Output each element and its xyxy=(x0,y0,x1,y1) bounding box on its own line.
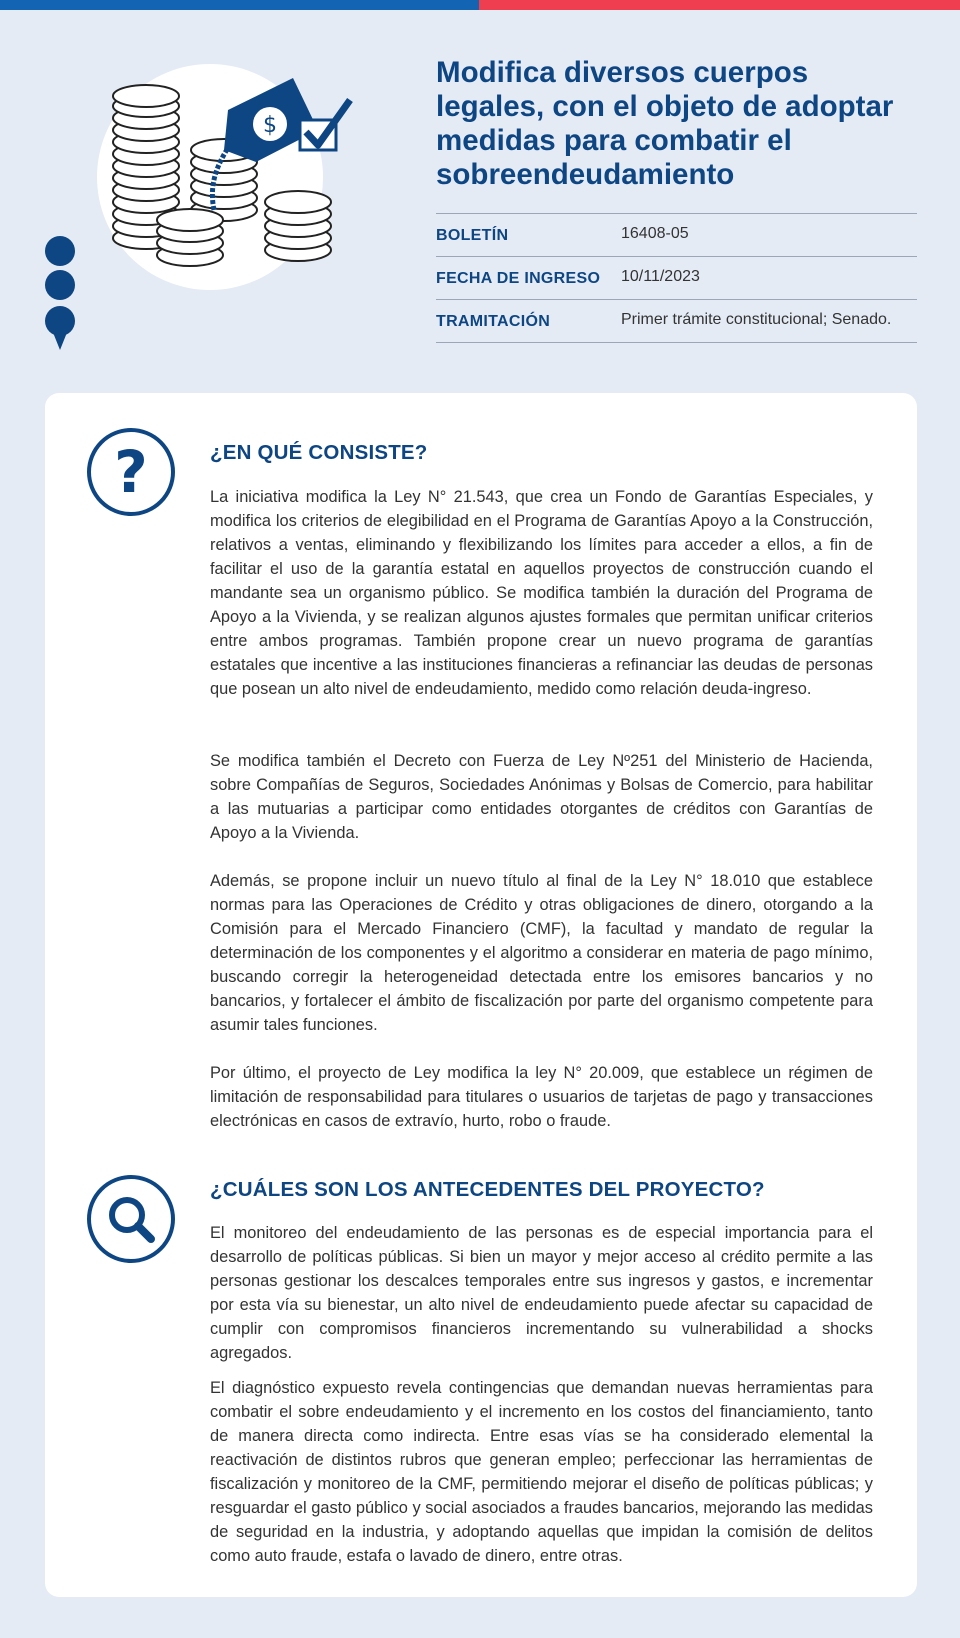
meta-value: Primer trámite constitucional; Senado. xyxy=(621,311,892,328)
meta-row-fecha xyxy=(436,257,917,300)
svg-text:$: $ xyxy=(263,113,277,138)
top-bar-blue xyxy=(0,0,479,10)
meta-label: TRAMITACIÓN xyxy=(436,313,551,330)
question-mark-icon xyxy=(85,426,177,518)
section-title-consiste: ¿EN QUÉ CONSISTE? xyxy=(210,441,428,464)
top-color-bar xyxy=(0,0,960,10)
meta-row-tramitacion xyxy=(436,300,917,343)
paragraph: El diagnóstico expuesto revela contingencias que demandan nuevas herramientas para combatir el sobre endeudamiento y el incremento en los costos del financiamiento, tanto de manera directa como indirecta. Entre esas vías se ha considerado elemental la reactivación de distintos rubros que generan empleo; perfeccionar las herramientas de fiscalización y monitoreo de la CMF, permitiendo mejorar el diseño de políticas públicas; y resguardar el gasto público y social asociados a fraudes bancarios, mejorando las medidas de seguridad en la industria, y adoptando aquellas que impidan la comisión de delitos como auto fraude, estafa o lavado de dinero, entre otras. xyxy=(210,1379,873,1565)
top-bar-red xyxy=(479,0,960,10)
meta-table xyxy=(436,213,917,343)
section-title-antecedentes: ¿CUÁLES SON LOS ANTECEDENTES DEL PROYECTO? xyxy=(210,1178,765,1201)
coins-price-tag-checkmark-icon xyxy=(38,60,378,360)
paragraph: Se modifica también el Decreto con Fuerza de Ley Nº251 del Ministerio de Hacienda, sobre Compañías de Seguros, Sociedades Anónimas y Bolsas de Comercio, para habilitar a las mutuarias a participar como entidades otorgantes de créditos con Garantías de Apoyo a la Vivienda. xyxy=(210,752,873,842)
paragraph: Además, se propone incluir un nuevo título al final de la Ley N° 18.010 que establece normas para las Operaciones de Crédito y otras obligaciones de dinero, otorgando a la Comisión para el Mercado Financiero (CMF), la facultad y mandato de regular la determinación de los componentes y el algoritmo a considerar en materia de pago mínimo, buscando corregir la heterogeneidad detectada entre los emisores bancarios y no bancarios, y fortalecer el ámbito de fiscalización por parte del organismo competente para asumir tales funciones. xyxy=(210,872,873,1034)
meta-row-boletin xyxy=(436,214,917,257)
meta-label: FECHA DE INGRESO xyxy=(436,270,601,287)
page-title: Modifica diversos cuerpos legales, con el objeto de adoptar medidas para combatir el sobreendeudamiento xyxy=(436,56,894,191)
magnifier-icon xyxy=(85,1173,177,1265)
meta-value: 10/11/2023 xyxy=(621,268,700,285)
meta-value: 16408-05 xyxy=(621,225,689,242)
paragraph: Por último, el proyecto de Ley modifica la ley N° 20.009, que establece un régimen de limitación de responsabilidad para titulares o usuarios de tarjetas de pago y transacciones electrónicas en casos de extravío, hurto, robo o fraude. xyxy=(210,1064,873,1130)
meta-label: BOLETÍN xyxy=(436,227,509,244)
paragraph: La iniciativa modifica la Ley N° 21.543, que crea un Fondo de Garantías Especiales, y modifica los criterios de elegibilidad en el Programa de Garantías Apoyo a la Construcción, relativos a ventas, eliminando y flexibilizando los límites para acceder a ellos, a fin de facilitar el uso de la garantía estatal en aquellos proyectos de construcción cuando el mandante sea un organismo público. Se modifica también la duración del Programa de Apoyo a la Vivienda, y se realizan algunos ajustes formales que permitan unificar criterios entre ambos programas. También propone crear un nuevo programa de garantías estatales que incentive a las instituciones financieras a refinanciar las deudas de personas que posean un alto nivel de endeudamiento, medido como relación deuda-ingreso. xyxy=(210,488,873,698)
svg-text:?: ? xyxy=(114,438,148,506)
content-card xyxy=(45,393,917,1597)
paragraph: El monitoreo del endeudamiento de las personas es de especial importancia para el desarrollo de políticas públicas. Si bien un mayor y mejor acceso al crédito permite a las personas gestionar los descalces temporales entre sus ingresos y gastos, e incrementar por esta vía su bienestar, un alto nivel de endeudamiento puede afectar su capacidad de cumplir con compromisos financieros incrementando su vulnerabilidad a shocks agregados. xyxy=(210,1224,873,1362)
